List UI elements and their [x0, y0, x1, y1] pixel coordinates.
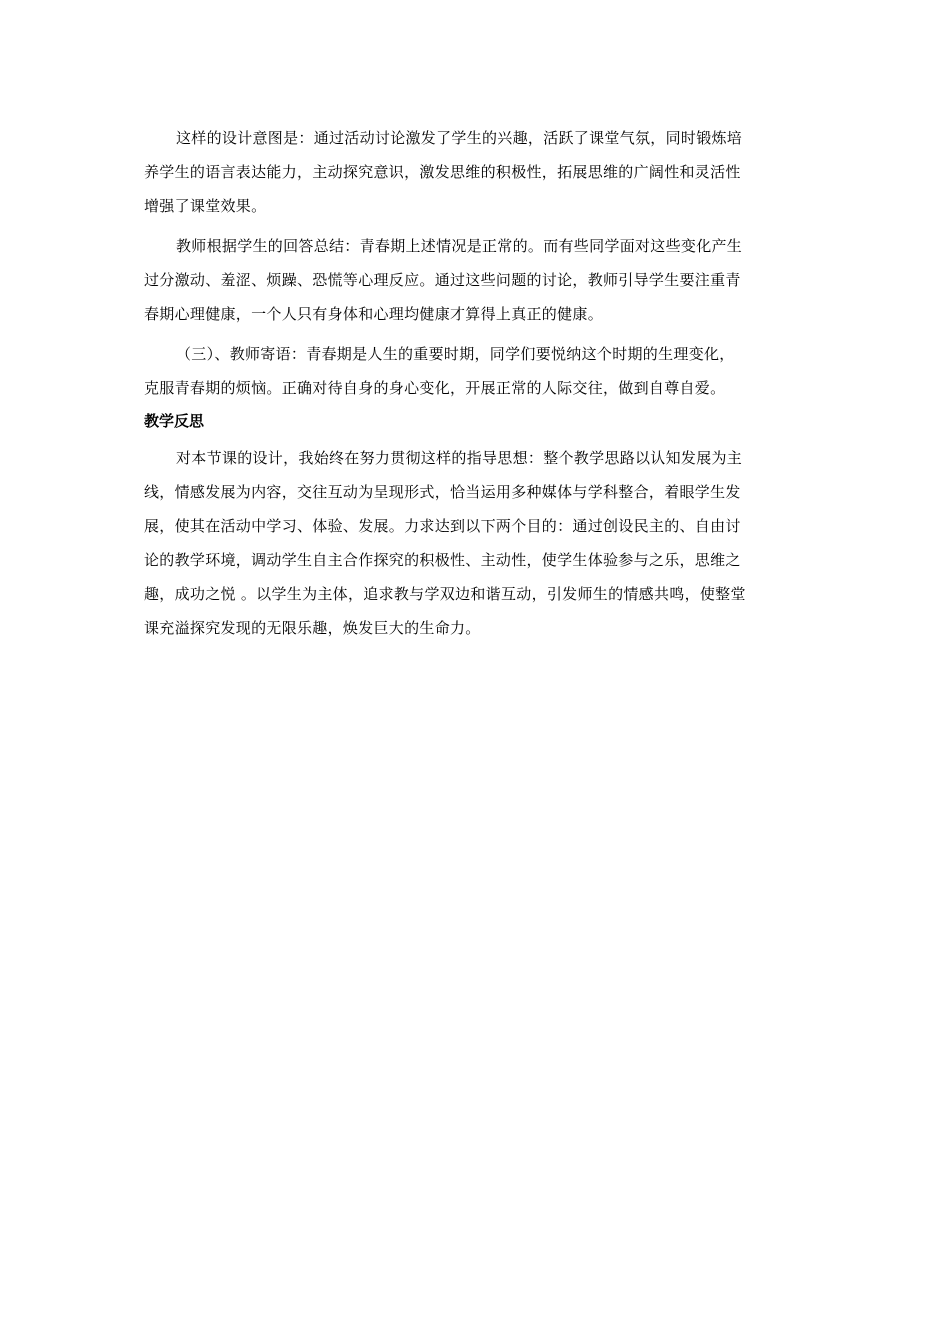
text-line: 论的教学环境，调动学生自主合作探究的积极性、主动性，使学生体验参与之乐，思维之: [144, 551, 741, 569]
text-line: （三）、教师寄语：青春期是人生的重要时期，同学们要悦纳这个时期的生理变化，: [176, 345, 735, 363]
text-line: 对本节课的设计，我始终在努力贯彻这样的指导思想：整个教学思路以认知发展为主: [176, 449, 743, 467]
text-line: 教师根据学生的回答总结：青春期上述情况是正常的。而有些同学面对这些变化产生: [176, 237, 743, 255]
paragraph-teacher-message: [144, 337, 809, 405]
section-heading-reflection: 教学反思: [144, 412, 205, 430]
text-line: 增强了课堂效果。: [144, 197, 267, 215]
document-body: [144, 121, 809, 651]
text-line: 春期心理健康，一个人只有身体和心理均健康才算得上真正的健康。: [144, 305, 604, 323]
text-line: 这样的设计意图是：通过活动讨论激发了学生的兴趣，活跃了课堂气氛，同时锻炼培: [176, 129, 743, 147]
text-line: 课充溢探究发现的无限乐趣，焕发巨大的生命力。: [144, 619, 481, 637]
text-line: 展，使其在活动中学习、体验、发展。力求达到以下两个目的：通过创设民主的、自由讨: [144, 517, 741, 535]
text-line: 克服青春期的烦恼。正确对待自身的身心变化，开展正常的人际交往，做到自尊自爱。: [144, 379, 726, 397]
paragraph-reflection: [144, 441, 809, 645]
paragraph-teacher-summary: [144, 229, 809, 331]
paragraph-design-intent: [144, 121, 809, 223]
text-line: 养学生的语言表达能力，主动探究意识，激发思维的积极性，拓展思维的广阔性和灵活性: [144, 163, 741, 181]
text-line: 趣，成功之悦 。以学生为主体，追求教与学双边和谐互动，引发师生的情感共鸣，使整堂: [144, 585, 746, 603]
text-line: 过分激动、羞涩、烦躁、恐慌等心理反应。通过这些问题的讨论，教师引导学生要注重青: [144, 271, 741, 289]
text-line: 线，情感发展为内容，交往互动为呈现形式，恰当运用多种媒体与学科整合，着眼学生发: [144, 483, 741, 501]
